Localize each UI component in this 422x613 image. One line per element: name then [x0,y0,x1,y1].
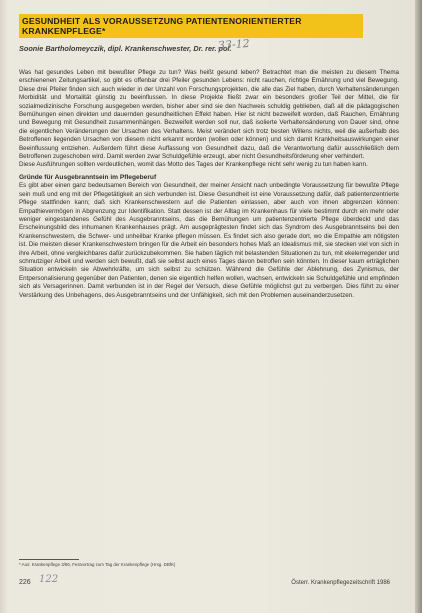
footnote: * Aus: Krankenpflege 3/86, Festvortrag zum Tag der Krankenpflege (Hrsg. DBfK) [19,562,176,567]
page-scribble: 122 [39,574,59,585]
body-paragraph: Es gibt aber einen ganz bedeutsamen Bereich von Gesundheit, der meiner Ansicht nach unbedingte Voraussetzung für bewußte Pflege sein muß und eng mit der Pflegetätigkeit an sich verbunden ist. Diese Gesundheit ist eine Voraussetzung dafür, daß patientenzentrierte Pflege stattfinden kann; daß sich Krankenschwestern auf die Patienten einlassen, aber auch von ihnen abgrenzen können: Empathievermögen in Abgrenzung zur Identifikation. Statt dessen ist der Alltag im Krankenhaus für viele bestimmt durch ein mehr oder weniger eingestandenes Gefühl des Ausgebranntseins, das die Bemühungen um patientenzentrierte Pflege überdeckt und das Erscheinungsbild des inhumanen Krankenhauses prägt. Am ausgeprägtesten findet sich das Syndrom des Ausgebranntseins bei den Krankenschwestern, die Schwer- und unheilbar Kranke pflegen müssen. Es findet sich also gerade dort, wo die Empathie am nötigsten ist. Die meisten dieser Krankenschwestern bringen für die Arbeit ein besonders hohes Maß an Idealismus mit, sie stecken viel von sich in ihre Arbeit, ohne vergleichbares dafür zurückzubekommen. Sie haben täglich mit belastenden Situationen zu tun, mit ekelerregender und schmutziger Arbeit und werden sich bewußt, daß sie selbst auch eines Tages davon betroffen sein könnten. In dieser kaum erträglichen Situation entwickeln sie Abwehrkräfte, um sich selbst zu schützen. Während die Gefühle der Ablehnung, des Zynismus, der Entpersonalisierung gegenüber den Patienten, denen sie eigentlich helfen wollen, wachsen, entwickeln sie Schuldgefühle und empfinden sich als Versagerinnen. Damit verbunden ist in der Regel der Versuch, diese Gefühle möglichst gut zu verbergen. Dies führt zu einer Verstärkung des Unbehagens, des Ausgebranntseins und der Unfähigkeit, sich mit den Problemen auseinanderzusetzen. [19,182,399,299]
article-title-line-1: GESUNDHEIT ALS VORAUSSETZUNG PATIENTENORIENTIERTER [22,16,302,26]
intro-paragraph: Was hat gesundes Leben mit bewußter Pflege zu tun? Was heißt gesund leben? Betrachtet man die meisten zu diesem Thema erschienenen Zeitungsartikel, so gibt es offenbar drei Pfeiler gesunden Lebens: nicht rauchen, richtige Ernährung und viel Bewegung. Diese drei Pfeiler finden sich auch wieder in der Unzahl von Forschungsprojekten, die alle das Ziel haben, durch Verhaltensänderungen Morbidität und Mortalität günstig zu beeinflussen. In diese Projekte fließt zwar ein besonders großer Teil der Mittel, die für sozialmedizinische Forschung ausgegeben werden, bisher aber sind sie den Nachweis schuldig geblieben, daß all die pädagogischen Bemühungen einen direkten und dauernden gesundheitlichen Effekt haben. Hier ist nicht bezweifelt worden, daß Rauchen, Ernährung und Bewegung mit Gesundheit zusammenhängen. Bezweifelt werden soll nur, daß isolierte Verhaltensänderung von Dauer sind, ohne die eigentlichen Veränderungen der Ursachen des Verhaltens. Meist verändert sich trotz besten Willens nichts, weil die außerhalb des Betroffenen liegenden Ursachen von diesem nicht erkannt worden (wollen oder können) und sich damit Krankheitsauswirkungen einer Beeinflussung entziehen. Außerdem führt diese Auffassung von Gesundheit dazu, daß die Verantwortung dafür ausschließlich dem Betroffenen zugeschoben wird. Damit werden zwar Schuldgefühle erzeugt, aber nicht Gesundheitsförderung eher verhindert. [19,69,399,161]
article-body [19,69,399,300]
article-column [19,14,399,300]
footnote-rule [19,559,79,560]
handwritten-note: 33-12 [217,36,251,53]
intro-closing-paragraph: Diese Ausführungen sollten verdeutlichen, womit das Motto des Tages der Krankenpflege nicht sehr wenig zu tun haben kann. [19,161,368,169]
journal-name: Österr. Krankenpflegezeitschrift 1986 [291,580,390,586]
section-subheading: Gründe für Ausgebranntsein im Pflegeberuf [19,173,157,181]
article-author: Soonie Bartholomeyczik, dipl. Krankenschwester, Dr. rer. pol. [19,44,232,53]
page-edge-shadow [415,0,422,613]
page-number: 226 [19,579,31,586]
article-title-line-2: KRANKENPFLEGE* [22,26,106,36]
article-title-band [19,14,363,38]
